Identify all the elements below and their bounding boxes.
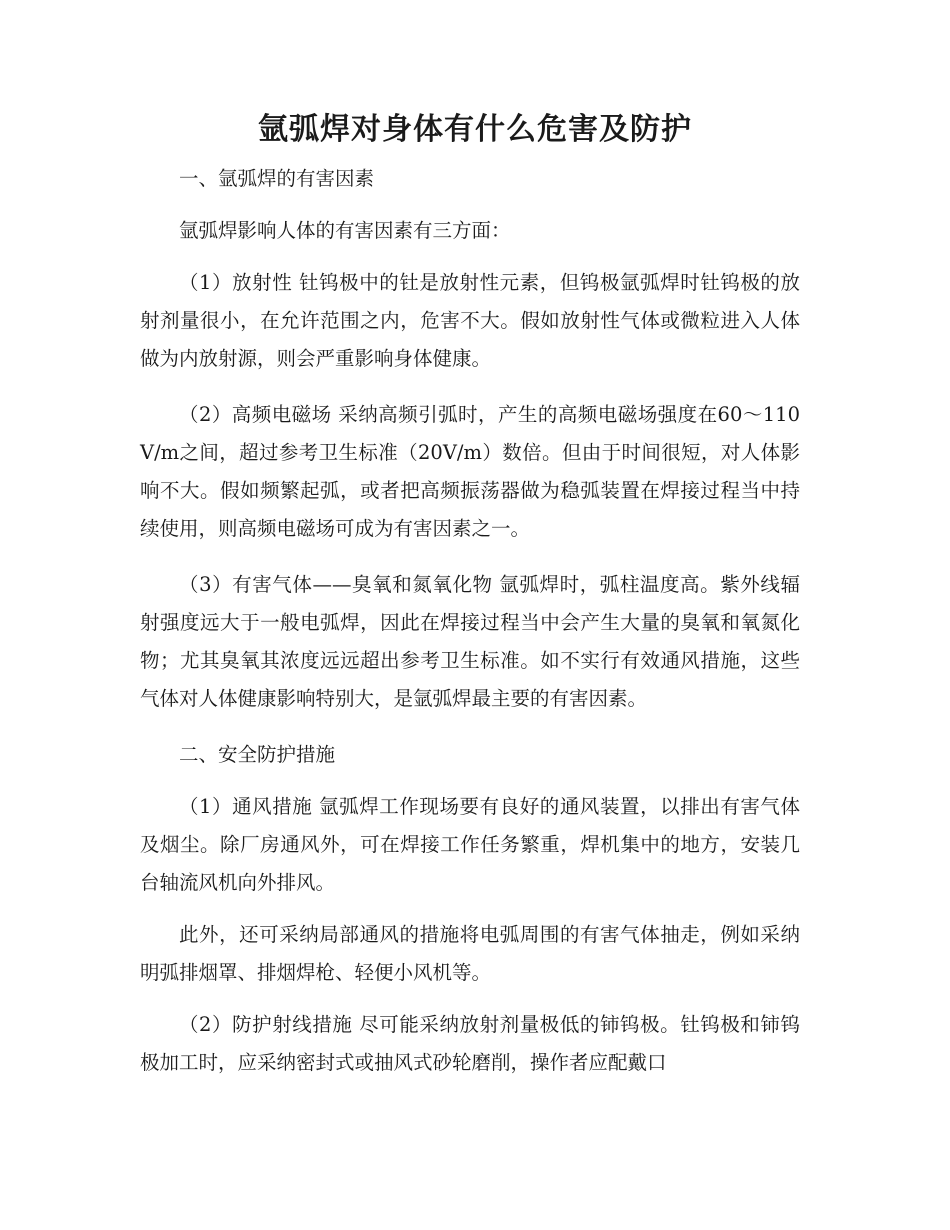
paragraph-high-frequency: （2）高频电磁场 采纳高频引弧时，产生的高频电磁场强度在60～110V/m之间，超过参考卫生标准（20V/m）数倍。但由于时间很短，对人体影响不大。假如频繁起弧，或者把高频振荡器做为稳弧装置在焊接过程当中持续使用，则高频电磁场可成为有害因素之一。 <box>140 403 800 540</box>
document-title: 氩弧焊对身体有什么危害及防护 <box>258 112 692 147</box>
paragraph-intro: 氩弧焊影响人体的有害因素有三方面： <box>179 219 511 242</box>
paragraph-harmful-gas: （3）有害气体——臭氧和氮氧化物 氩弧焊时，弧柱温度高。紫外线辐射强度远大于一般电弧焊，因此在焊接过程当中会产生大量的臭氧和氧氮化物；尤其臭氧其浓度远远超出参考卫生标准。如不实行有效通风措施，这些气体对人体健康影响特别大，是氩弧焊最主要的有害因素。 <box>140 573 800 710</box>
paragraph-ventilation: （1）通风措施 氩弧焊工作现场要有良好的通风装置，以排出有害气体及烟尘。除厂房通风外，可在焊接工作任务繁重，焊机集中的地方，安装几台轴流风机向外排风。 <box>140 795 800 894</box>
section-heading-hazards: 一、氩弧焊的有害因素 <box>179 167 375 190</box>
paragraph-radiation-protection: （2）防护射线措施 尽可能采纳放射剂量极低的铈钨极。钍钨极和铈钨极加工时，应采纳密封式或抽风式砂轮磨削，操作者应配戴口 <box>140 1013 800 1074</box>
paragraph-local-ventilation: 此外，还可采纳局部通风的措施将电弧周围的有害气体抽走，例如采纳明弧排烟罩、排烟焊枪、轻便小风机等。 <box>140 923 800 984</box>
paragraph-radioactivity: （1）放射性 钍钨极中的钍是放射性元素，但钨极氩弧焊时钍钨极的放射剂量很小，在允许范围之内，危害不大。假如放射性气体或微粒进入人体做为内放射源，则会严重影响身体健康。 <box>140 271 800 370</box>
document-body <box>140 160 800 1082</box>
section-heading-protection: 二、安全防护措施 <box>179 743 336 766</box>
